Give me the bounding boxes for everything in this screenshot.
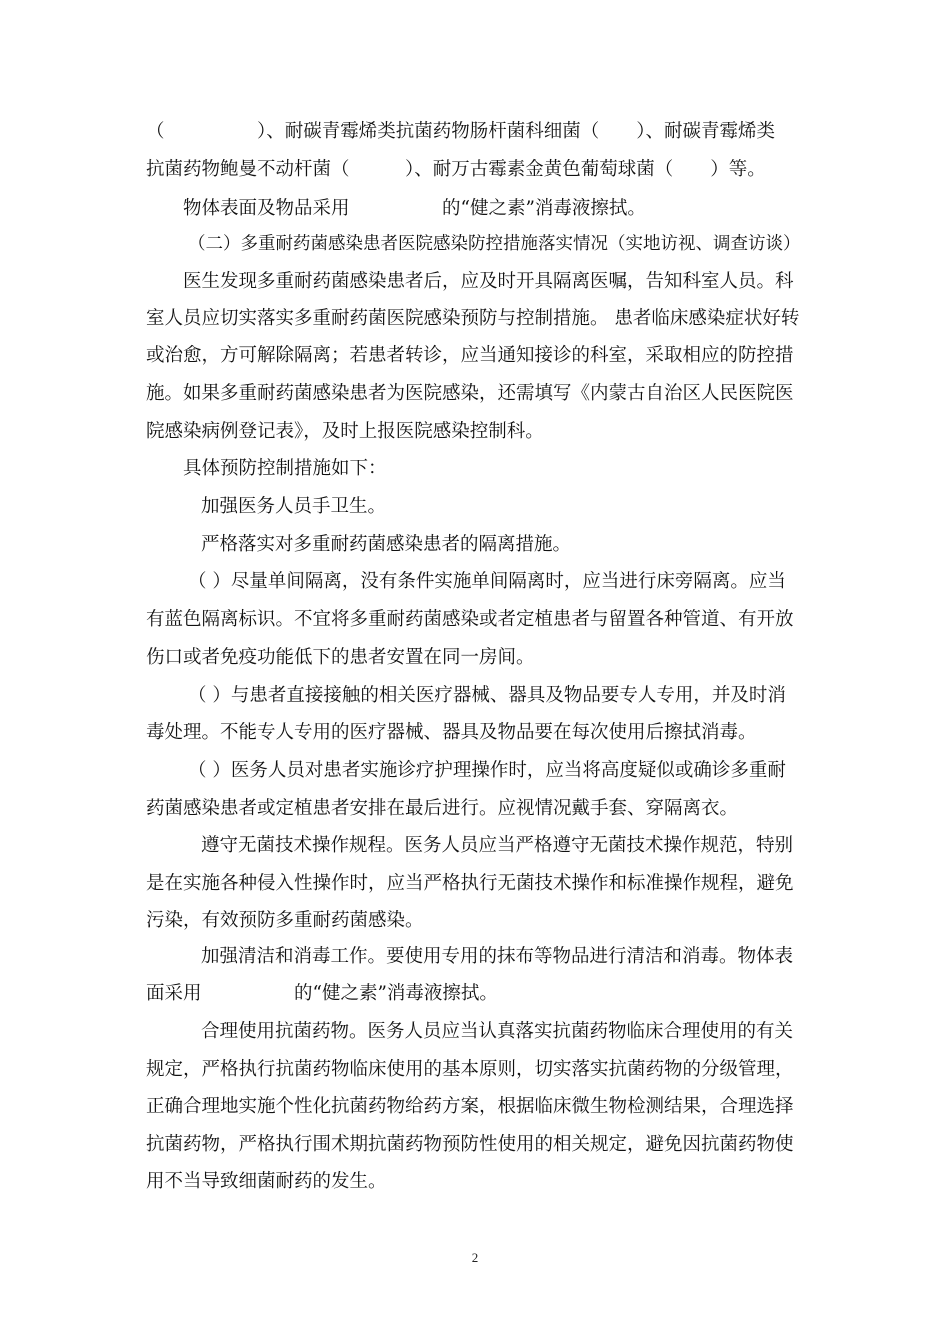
text-line: 加强医务人员手卫生。 xyxy=(201,496,387,517)
text-line: 规定，严格执行抗菌药物临床使用的基本原则，切实落实抗菌药物的分级管理， xyxy=(146,1059,794,1080)
text-line: 有蓝色隔离标识。不宜将多重耐药菌感染或者定植患者与留置各种管道、有开放 xyxy=(146,609,794,630)
text-line: （ ）与患者直接接触的相关医疗器械、器具及物品要专人专用，并及时消 xyxy=(188,685,786,706)
text-line: 抗菌药物，严格执行围术期抗菌药物预防性使用的相关规定，避免因抗菌药物使 xyxy=(146,1134,794,1155)
text-line: （ ）、耐碳青霉烯类抗菌药物肠杆菌科细菌（ ）、耐碳青霉烯类 xyxy=(146,121,776,142)
text-line: 正确合理地实施个性化抗菌药物给药方案，根据临床微生物检测结果，合理选择 xyxy=(146,1096,794,1117)
text-line: 毒处理。不能专人专用的医疗器械、器具及物品要在每次使用后擦拭消毒。 xyxy=(146,722,757,743)
text-line: 加强清洁和消毒工作。要使用专用的抹布等物品进行清洁和消毒。物体表 xyxy=(201,946,794,967)
text-line: 施。如果多重耐药菌感染患者为医院感染，还需填写《内蒙古自治区人民医院医 xyxy=(146,383,794,404)
text-line: 污染，有效预防多重耐药菌感染。 xyxy=(146,910,424,931)
text-line: （ ）医务人员对患者实施诊疗护理操作时，应当将高度疑似或确诊多重耐 xyxy=(188,760,786,781)
section-heading: （二）多重耐药菌感染患者医院感染防控措施落实情况（实地访视、调查访谈） xyxy=(188,234,801,254)
text-line: 医生发现多重耐药菌感染患者后，应及时开具隔离医嘱，告知科室人员。科 xyxy=(183,271,794,292)
text-line: 用不当导致细菌耐药的发生。 xyxy=(146,1171,387,1192)
text-line: 遵守无菌技术操作规程。医务人员应当严格遵守无菌技术操作规范，特别 xyxy=(201,835,794,856)
text-line: 或治愈，方可解除隔离；若患者转诊，应当通知接诊的科室，采取相应的防控措 xyxy=(146,345,794,366)
text-line: 药菌感染患者或定植患者安排在最后进行。应视情况戴手套、穿隔离衣。 xyxy=(146,798,739,819)
text-line: 合理使用抗菌药物。医务人员应当认真落实抗菌药物临床合理使用的有关 xyxy=(201,1021,794,1042)
text-line: 是在实施各种侵入性操作时，应当严格执行无菌技术操作和标准操作规程，避免 xyxy=(146,873,794,894)
text-line: 抗菌药物鲍曼不动杆菌（ ）、耐万古霉素金黄色葡萄球菌（ ）等。 xyxy=(146,159,766,180)
text-line: 严格落实对多重耐药菌感染患者的隔离措施。 xyxy=(201,534,572,555)
text-line: 室人员应切实落实多重耐药菌医院感染预防与控制措施。 患者临床感染症状好转 xyxy=(146,308,800,329)
text-line: （ ）尽量单间隔离，没有条件实施单间隔离时，应当进行床旁隔离。应当 xyxy=(188,571,786,592)
text-line: 面采用 的“健之素”消毒液擦拭。 xyxy=(146,983,498,1004)
text-line: 物体表面及物品采用 的“健之素”消毒液擦拭。 xyxy=(146,198,646,219)
text-line: 院感染病例登记表》，及时上报医院感染控制科。 xyxy=(146,421,544,442)
text-line: 伤口或者免疫功能低下的患者安置在同一房间。 xyxy=(146,647,535,668)
page-number: 2 xyxy=(471,1250,479,1265)
text-line: 具体预防控制措施如下： xyxy=(183,458,387,479)
